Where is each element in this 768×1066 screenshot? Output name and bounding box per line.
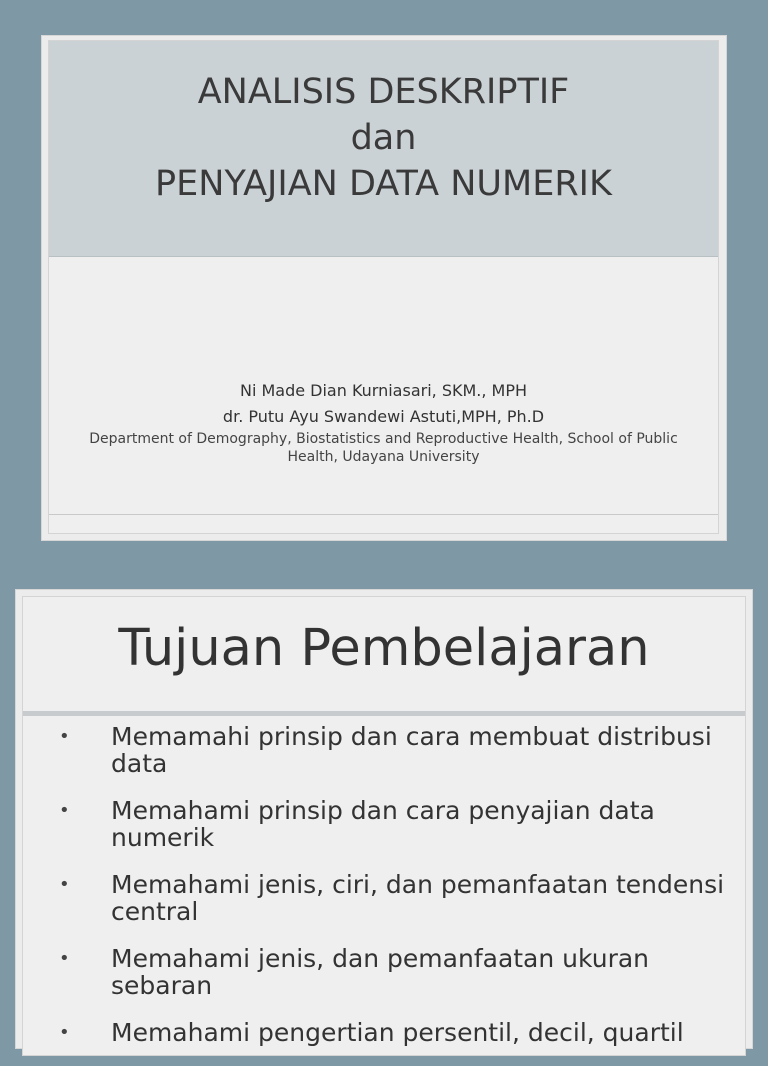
list-item (23, 797, 745, 851)
objectives-slide (15, 589, 753, 1049)
title-slide-content (48, 40, 719, 534)
bullet-icon: • (59, 726, 70, 747)
title-slide (41, 35, 727, 541)
objectives-title: Tujuan Pembelajaran (118, 619, 650, 678)
list-item-text: Memahami pengertian persentil, decil, quartil (111, 1018, 684, 1047)
title-band (49, 41, 718, 257)
list-item (23, 945, 745, 999)
list-item (23, 871, 745, 925)
author-2: dr. Putu Ayu Swandewi Astuti,MPH, Ph.D (222, 407, 545, 426)
slide-title (49, 69, 718, 207)
title-divider (23, 711, 745, 716)
bullet-icon: • (59, 948, 70, 969)
objectives-slide-content (22, 596, 746, 1056)
list-item-text: Memahami jenis, dan pemanfaatan ukuran sebaran (111, 944, 650, 1000)
bullet-icon: • (59, 874, 70, 895)
bullet-icon: • (59, 1022, 70, 1043)
bullet-icon: • (59, 800, 70, 821)
list-item-text: Memahami jenis, ciri, dan pemanfaatan tendensi central (111, 870, 725, 926)
objectives-list (23, 723, 745, 1066)
title-line-2: dan (350, 118, 417, 158)
footer-divider (49, 514, 718, 515)
list-item (23, 1019, 745, 1046)
title-line-3: PENYAJIAN DATA NUMERIK (155, 164, 612, 204)
authors-block (49, 378, 718, 466)
title-line-1: ANALISIS DESKRIPTIF (197, 72, 570, 112)
list-item (23, 723, 745, 777)
affiliation: Department of Demography, Biostatistics and Reproductive Health, School of Public Health, Udayana University (89, 431, 678, 465)
list-item-text: Memamahi prinsip dan cara membuat distribusi data (111, 722, 712, 778)
list-item-text: Memahami prinsip dan cara penyajian data numerik (111, 796, 655, 852)
author-1: Ni Made Dian Kurniasari, SKM., MPH (239, 381, 528, 400)
